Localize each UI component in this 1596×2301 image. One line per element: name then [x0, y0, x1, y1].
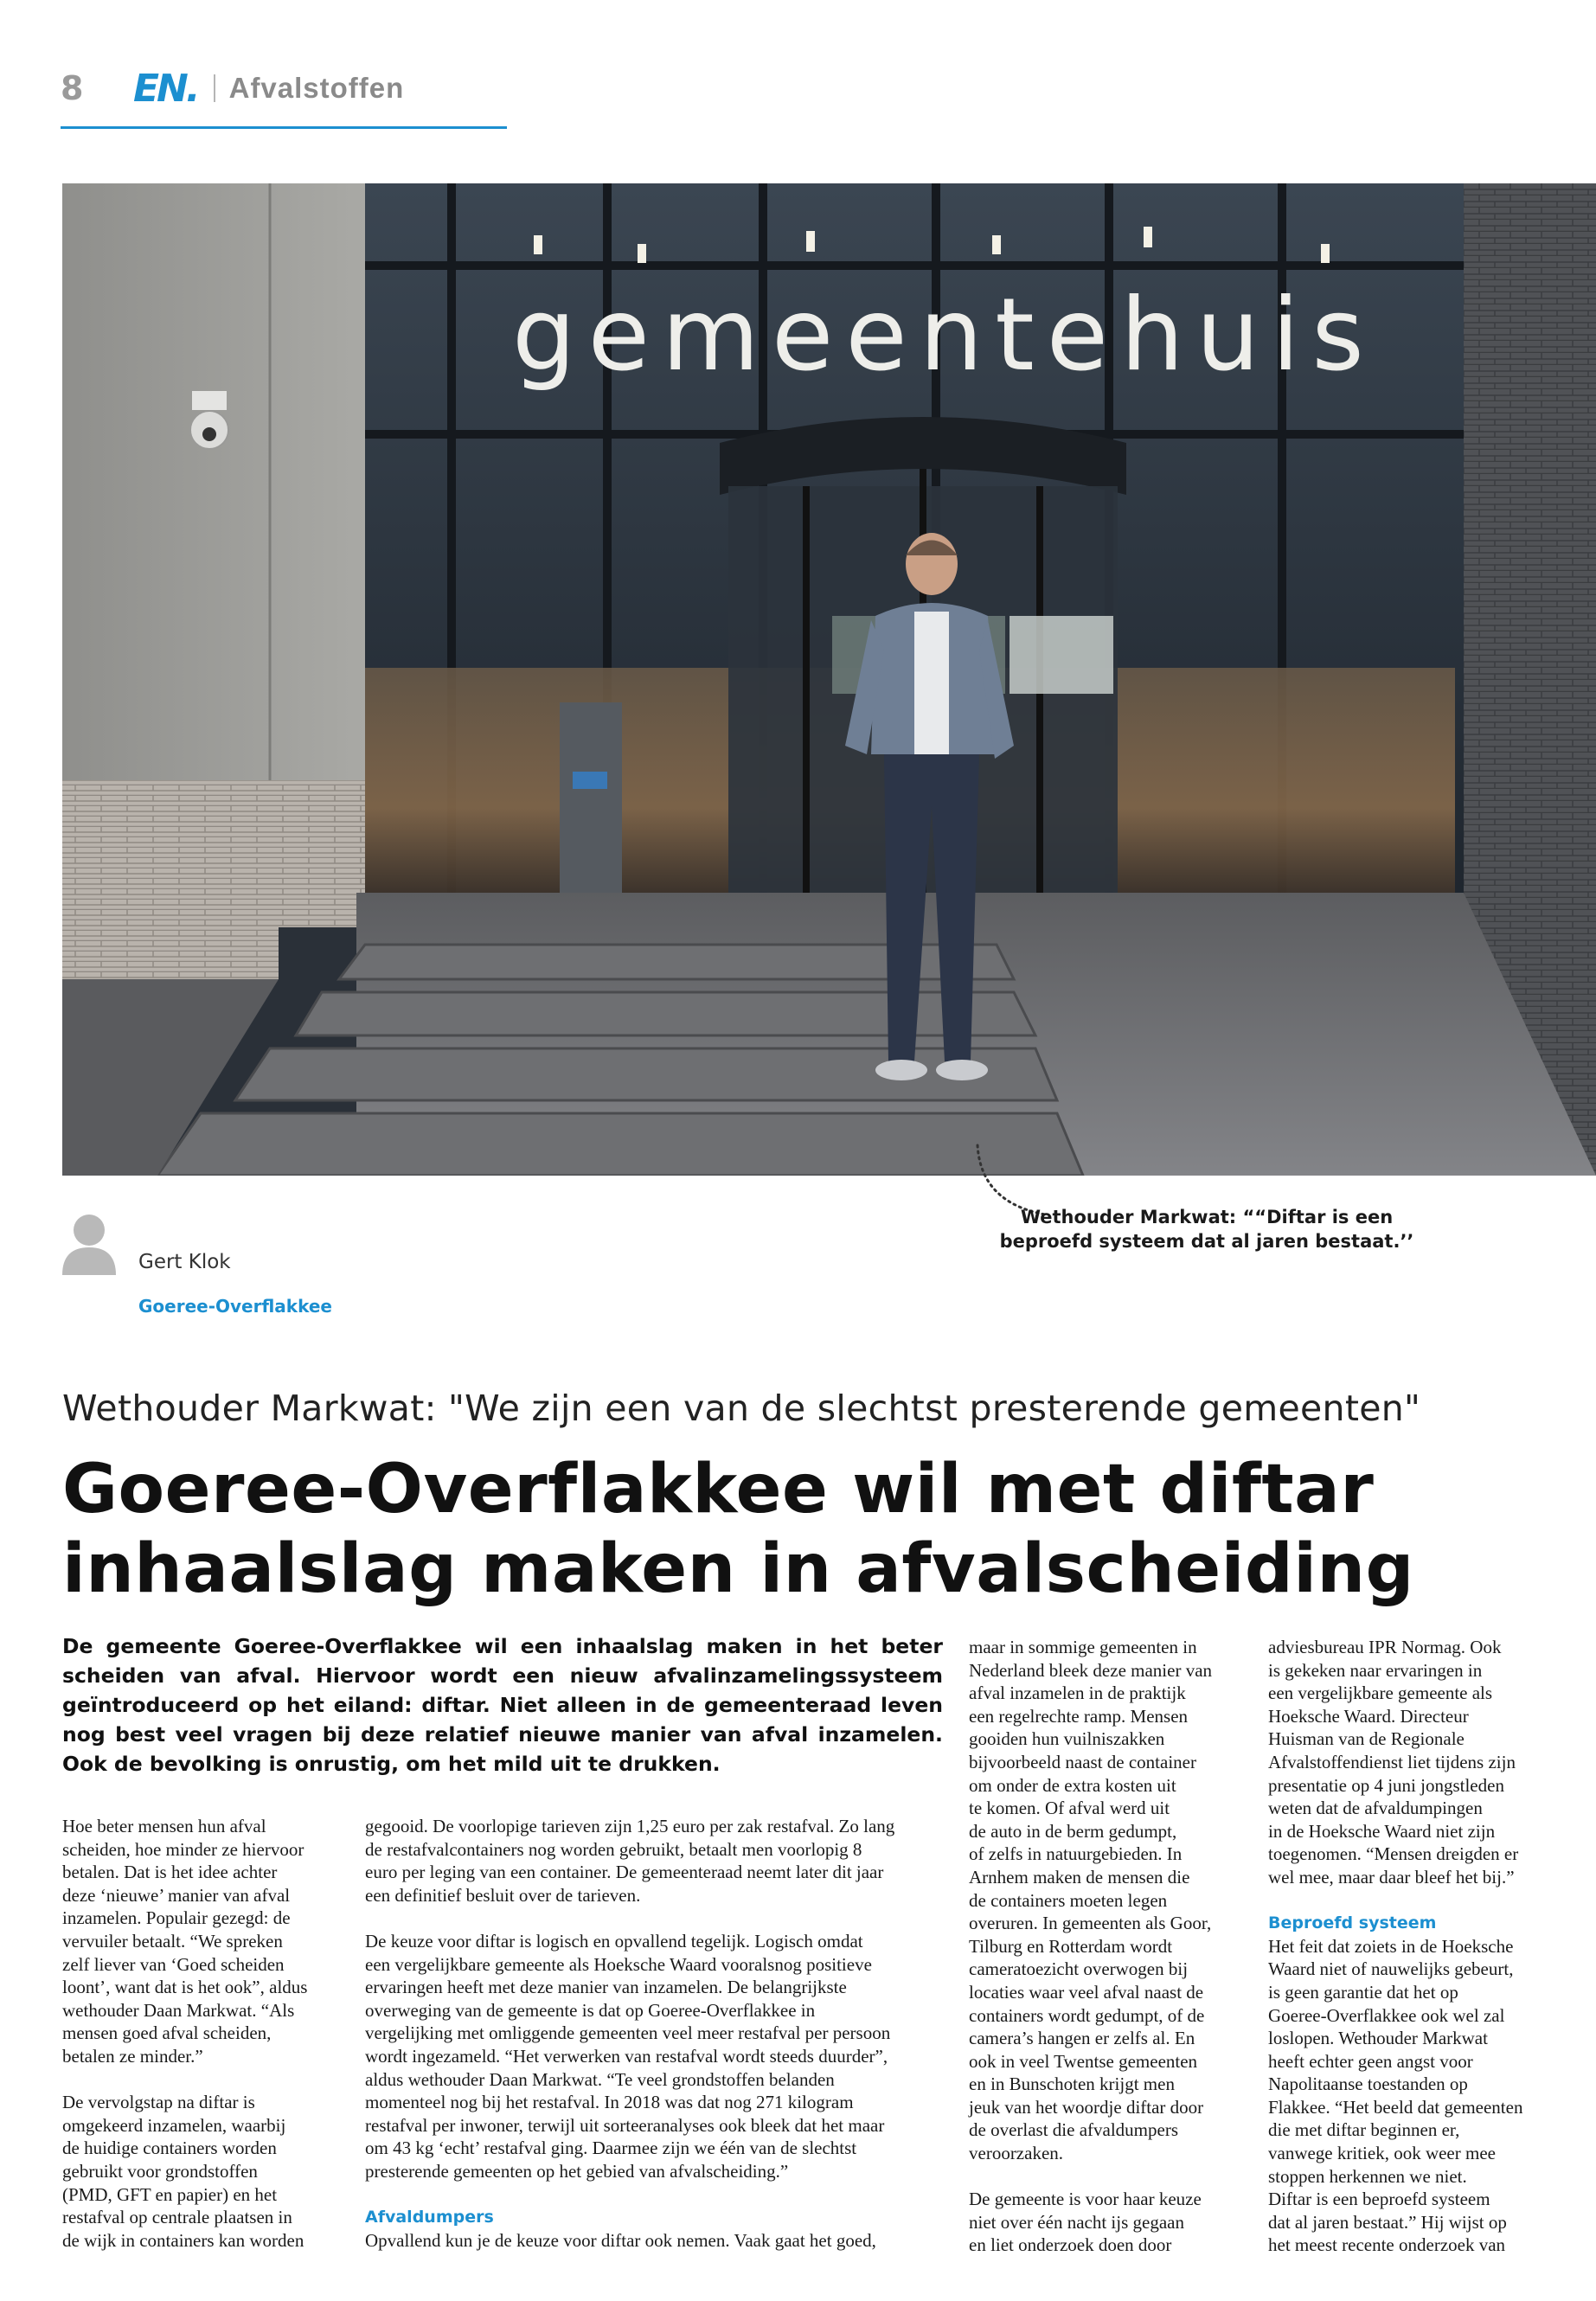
page-number: 8	[61, 69, 84, 107]
text-line: Nederland bleek deze manier van	[969, 1659, 1213, 1681]
text-line: presentatie op 4 juni jongstleden	[1268, 1774, 1504, 1796]
article-title	[62, 1450, 1567, 1609]
text-line: De keuze voor diftar is logisch en opvallend tegelijk. Logisch omdat	[365, 1930, 863, 1952]
text-line: Waard niet of nauwelijks gebeurt,	[1268, 1958, 1514, 1980]
paragraph	[969, 2188, 1246, 2257]
text-line: is gekeken naar ervaringen in	[1268, 1659, 1483, 1681]
text-line: een vergelijkbare gemeente als Hoeksche Waard vooralsnog positieve	[365, 1953, 872, 1975]
text-line: of zelfs in natuurgebieden. In	[969, 1843, 1183, 1865]
text-line: Opvallend kun je de keuze voor diftar ook nemen. Vaak gaat het goed,	[365, 2229, 876, 2251]
text-line: gebruikt voor grondstoffen	[62, 2160, 258, 2182]
text-line: euro per leging van een container. De gemeenteraad neemt later dit jaar	[365, 1862, 884, 1883]
text-line: gegooid. De voorlopige tarieven zijn 1,25 euro per zak restafval. Zo lang	[365, 1816, 895, 1836]
text-line: bijvoorbeeld naast de container	[969, 1751, 1196, 1772]
text-line: overweging van de gemeente is dat op Goeree-Overflakkee in	[365, 1999, 816, 2021]
text-line: momenteel nog bij het restafval. In 2018 was dat nog 271 kilogram	[365, 2092, 854, 2113]
text-line: Napolitaanse toestanden op	[1268, 2073, 1468, 2095]
article-photo	[62, 183, 1596, 1176]
text-line: deze ‘nieuwe’ manier van afval	[62, 1884, 291, 1906]
text-line: te komen. Of afval werd uit	[969, 1798, 1170, 1819]
text-line: containers wordt gedumpt, of de	[969, 2004, 1205, 2026]
text-line: dat al jaren bestaat.” Hij wijst op	[1268, 2211, 1507, 2233]
text-line: locaties waar veel afval naast de	[969, 1981, 1204, 2003]
paragraph	[365, 1815, 936, 1907]
text-line: jeuk van het woordje diftar door	[969, 2096, 1204, 2118]
photo-caption	[995, 1205, 1419, 1253]
text-line: Hoe beter mensen hun afval	[62, 1816, 266, 1836]
text-line: cameratoezicht overwogen bij	[969, 1958, 1189, 1980]
text-line: veroorzaken.	[969, 2143, 1064, 2164]
text-line: loont’, want dat is het ook”, aldus	[62, 1977, 308, 1998]
text-line: camera’s hangen er zelfs al. En	[969, 2028, 1195, 2049]
text-line: Afvalstoffendienst liet tijdens zijn	[1268, 1751, 1516, 1772]
text-line: in de Hoeksche Waard niet zijn	[1268, 1820, 1496, 1842]
text-line: heeft echter geen angst voor	[1268, 2050, 1473, 2072]
author-name: Gert Klok	[138, 1251, 231, 1273]
text-line: loslopen. Wethouder Markwat	[1268, 2028, 1488, 2049]
text-line: en in Bunschoten krijgt men	[969, 2073, 1175, 2095]
text-line: zelf liever van ‘Goed scheiden	[62, 1953, 285, 1975]
text-line: scheiden, hoe minder ze hiervoor	[62, 1838, 304, 1860]
text-line: stoppen herkennen we niet.	[1268, 2165, 1467, 2187]
text-line: overuren. In gemeenten als Goor,	[969, 1913, 1212, 1934]
text-line: het meest recente onderzoek van	[1268, 2234, 1506, 2256]
text-line: weten dat de afvaldumpingen	[1268, 1798, 1483, 1819]
text-line: wethouder Daan Markwat. “Als	[62, 1999, 295, 2021]
text-line: de overlast die afvaldumpers	[969, 2119, 1178, 2141]
text-line: de wijk in containers kan worden	[62, 2229, 304, 2251]
text-line: Huisman van de Regionale	[1268, 1728, 1465, 1750]
paragraph	[1268, 1636, 1545, 1889]
text-line: ervaringen heeft met deze manier van inzamelen. De belangrijkste	[365, 1977, 847, 1998]
text-line: om onder de extra kosten uit	[969, 1774, 1176, 1796]
text-line: restafval op centrale plaatsen in	[62, 2207, 292, 2228]
text-line: is geen garantie dat het op	[1268, 1981, 1458, 2003]
caption-line-1: Wethouder Markwat: ““Diftar is een	[1020, 1207, 1394, 1227]
text-line: vergelijking met omliggende gemeenten veel meer restafval per persoon	[365, 2022, 891, 2044]
text-line: de restafvalcontainers nog worden gebruikt, betaalt men voorlopig 8	[365, 1838, 862, 1860]
text-line: en liet onderzoek doen door	[969, 2234, 1172, 2256]
text-line: Het feit dat zoiets in de Hoeksche	[1268, 1935, 1514, 1957]
text-line: Goeree-Overflakkee ook wel zal	[1268, 2004, 1505, 2026]
text-line: vanwege kritiek, ook weer mee	[1268, 2143, 1496, 2164]
text-line: betalen ze minder.”	[62, 2045, 203, 2067]
paragraph	[365, 2229, 936, 2253]
text-line: vervuiler betaalt. “We spreken	[62, 1930, 283, 1952]
header-rule	[61, 126, 507, 129]
text-line: presterende gemeenten op het gebied van afvalscheiding.”	[365, 2160, 789, 2182]
paragraph	[969, 1636, 1246, 2165]
text-line: betalen. Dat is het idee achter	[62, 1862, 278, 1883]
text-line: toegenomen. “Mensen dreigden er	[1268, 1843, 1519, 1865]
text-line: wordt ingezameld. “Het verwerken van restafval wordt steeds duurder”,	[365, 2045, 888, 2067]
text-line: restafval per inwoner, terwijl uit sorteeranalyses ook bleek dat het maar	[365, 2114, 885, 2136]
header-divider	[214, 74, 215, 102]
caption-line-2: beproefd systeem dat al jaren bestaat.’’	[999, 1231, 1414, 1252]
author-avatar-icon	[62, 1211, 116, 1275]
en-logo: EN.	[133, 66, 198, 111]
text-line: een regelrechte ramp. Mensen	[969, 1705, 1189, 1727]
article-kicker: Wethouder Markwat: "We zijn een van de slechtst presterende gemeenten"	[62, 1388, 1421, 1429]
text-line: Flakkee. “Het beeld dat gemeenten	[1268, 2096, 1523, 2118]
text-line: de containers moeten legen	[969, 1889, 1168, 1911]
paragraph	[62, 1815, 348, 2068]
body-column-3	[969, 1636, 1246, 2280]
text-line: een definitief besluit over de tarieven.	[365, 1884, 641, 1906]
text-line: Diftar is een beproefd systeem	[1268, 2189, 1490, 2210]
text-line: niet over één nacht ijs gegaan	[969, 2211, 1184, 2233]
body-column-2	[365, 1815, 936, 2252]
text-line: Hoeksche Waard. Directeur	[1268, 1705, 1469, 1727]
text-line: De vervolgstap na diftar is	[62, 2092, 255, 2113]
text-line: de auto in de berm gedumpt,	[969, 1820, 1177, 1842]
text-line: adviesbureau IPR Normag. Ook	[1268, 1637, 1502, 1657]
text-line: wel mee, maar daar bleef het bij.”	[1268, 1866, 1515, 1888]
paragraph	[1268, 1935, 1545, 2257]
text-line: die met diftar beginnen er,	[1268, 2119, 1460, 2141]
subheading: Afvaldumpers	[365, 2208, 494, 2227]
sign-text: gemeentehuis	[512, 277, 1376, 394]
text-line: De gemeente is voor haar keuze	[969, 2189, 1202, 2210]
page-header	[61, 66, 404, 111]
text-line: maar in sommige gemeenten in	[969, 1637, 1197, 1657]
text-line: de huidige containers worden	[62, 2138, 277, 2159]
text-line: gooiden hun vuilniszakken	[969, 1728, 1165, 1750]
paragraph	[365, 1930, 936, 2183]
author-location: Goeree-Overflakkee	[138, 1296, 332, 1317]
body-column-1	[62, 1815, 348, 2275]
body-column-4	[1268, 1636, 1545, 2257]
title-line-1: Goeree-Overflakkee wil met diftar	[62, 1451, 1375, 1529]
text-line: inzamelen. Populair gezegd: de	[62, 1907, 291, 1929]
subheading: Beproefd systeem	[1268, 1913, 1437, 1933]
text-line: afval inzamelen in de praktijk	[969, 1682, 1186, 1704]
title-line-2: inhaalslag maken in afvalscheiding	[62, 1530, 1414, 1608]
text-line: ook in veel Twentse gemeenten	[969, 2050, 1198, 2072]
text-line: aldus wethouder Daan Markwat. “Te veel grondstoffen belanden	[365, 2068, 835, 2090]
article-lead: De gemeente Goeree-Overflakkee wil een inhaalslag maken in het beter scheiden van afval. Hiervoor wordt een nieuw afvalinzamelingssysteem geïntroduceerd op het eiland: diftar. Niet alleen in de gemeenteraad leven nog best veel vragen bij deze relatief nieuwe manier van afval inzamelen. Ook de bevolking is onrustig, om het mild uit te drukken.	[62, 1634, 943, 1776]
text-line: mensen goed afval scheiden,	[62, 2022, 272, 2044]
text-line: een vergelijkbare gemeente als	[1268, 1682, 1493, 1704]
text-line: (PMD, GFT en papier) en het	[62, 2183, 278, 2205]
text-line: om 43 kg ‘echt’ restafval ging. Daarmee zijn we één van de slechtst	[365, 2138, 857, 2159]
text-line: omgekeerd inzamelen, waarbij	[62, 2114, 286, 2136]
text-line: Arnhem maken de mensen die	[969, 1866, 1190, 1888]
text-line: Tilburg en Rotterdam wordt	[969, 1935, 1173, 1957]
paragraph	[62, 2091, 348, 2252]
section-title: Afvalstoffen	[228, 72, 405, 104]
